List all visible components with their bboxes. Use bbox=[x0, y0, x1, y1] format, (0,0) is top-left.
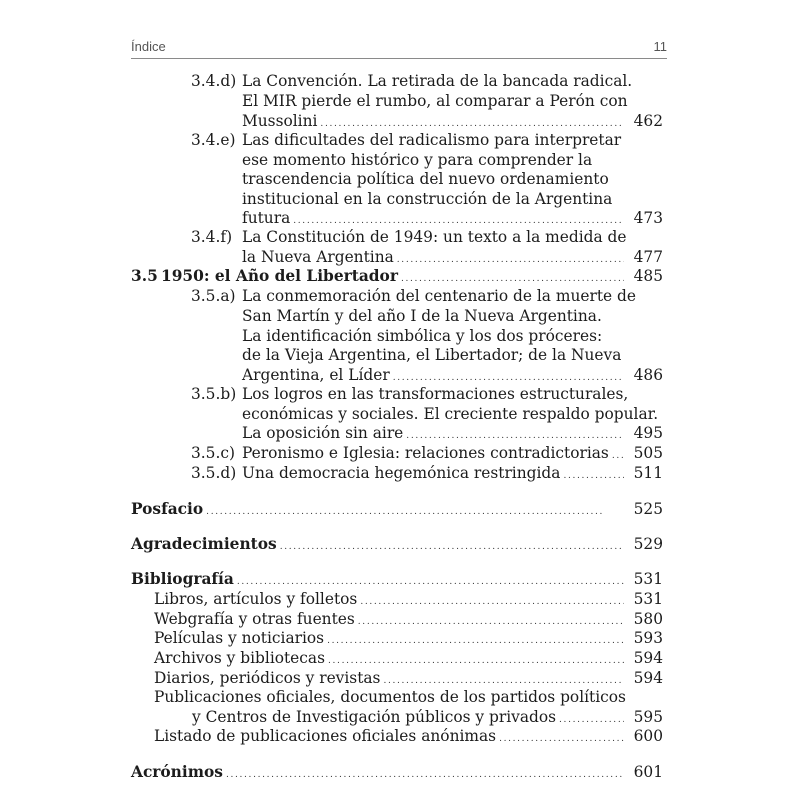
entry-title: Diarios, periódicos y revistas bbox=[154, 669, 381, 687]
page-number: 462 bbox=[633, 112, 663, 130]
page-number: 594 bbox=[633, 669, 663, 687]
section-number: 3.4.d) bbox=[191, 72, 237, 90]
page-number: 531 bbox=[633, 590, 663, 608]
toc-line bbox=[0, 247, 800, 267]
page-number: 580 bbox=[633, 610, 663, 628]
dot-leader bbox=[320, 111, 624, 131]
page-number: 593 bbox=[633, 629, 663, 647]
toc-line bbox=[0, 326, 800, 346]
page-number: 529 bbox=[633, 535, 663, 553]
page-number: 511 bbox=[633, 464, 663, 482]
toc-line bbox=[0, 668, 800, 688]
page-number: 595 bbox=[633, 708, 663, 726]
dot-leader bbox=[393, 365, 624, 385]
toc-line bbox=[0, 404, 800, 424]
entry-title: y Centros de Investigación públicos y privados bbox=[192, 708, 557, 726]
toc-line bbox=[0, 443, 800, 463]
toc-line bbox=[0, 169, 800, 189]
dot-leader bbox=[559, 707, 624, 727]
dot-leader bbox=[499, 726, 624, 746]
toc-line bbox=[0, 266, 800, 286]
toc-line bbox=[0, 648, 800, 668]
dot-leader bbox=[612, 443, 624, 463]
entry-title: Posfacio bbox=[131, 500, 204, 518]
dot-leader bbox=[383, 668, 624, 688]
toc-line bbox=[0, 71, 800, 91]
dot-leader bbox=[293, 208, 624, 228]
page-number: 505 bbox=[633, 444, 663, 462]
entry-title: Bibliografía bbox=[131, 570, 234, 588]
toc-line bbox=[0, 189, 800, 209]
toc-line bbox=[0, 726, 800, 746]
entry-title: ese momento histórico y para comprender la bbox=[242, 151, 593, 169]
page-number: 531 bbox=[633, 570, 663, 588]
page-number: 477 bbox=[633, 248, 663, 266]
page-number: 594 bbox=[633, 649, 663, 667]
entry-title: San Martín y del año I de la Nueva Argentina. bbox=[242, 307, 602, 325]
toc-line bbox=[0, 609, 800, 629]
header-page-number: 11 bbox=[653, 39, 667, 54]
dot-leader bbox=[226, 762, 624, 782]
dot-leader bbox=[206, 499, 624, 519]
section-number: 3.5.c) bbox=[191, 444, 235, 462]
toc-line bbox=[0, 227, 800, 247]
toc-line bbox=[0, 534, 800, 554]
toc-line bbox=[0, 628, 800, 648]
toc-line bbox=[0, 111, 800, 131]
toc-line bbox=[0, 91, 800, 111]
entry-title: El MIR pierde el rumbo, al comparar a Perón con bbox=[242, 92, 628, 110]
toc-line bbox=[0, 286, 800, 306]
toc-line bbox=[0, 589, 800, 609]
entry-title: Archivos y bibliotecas bbox=[154, 649, 325, 667]
toc-line bbox=[0, 687, 800, 707]
toc-line bbox=[0, 762, 800, 782]
dot-leader bbox=[397, 247, 624, 267]
toc-line bbox=[0, 384, 800, 404]
entry-title: La identificación simbólica y los dos próceres: bbox=[242, 327, 603, 345]
entry-title: la Nueva Argentina bbox=[242, 248, 394, 266]
entry-title: trascendencia política del nuevo ordenamiento bbox=[242, 170, 609, 188]
entry-title: económicas y sociales. El creciente respaldo popular. bbox=[242, 405, 659, 423]
toc-line bbox=[0, 423, 800, 443]
page-number: 600 bbox=[633, 727, 663, 745]
entry-title: Agradecimientos bbox=[131, 535, 277, 553]
toc-line bbox=[0, 345, 800, 365]
dot-leader bbox=[401, 266, 624, 286]
entry-title: Libros, artículos y folletos bbox=[154, 590, 358, 608]
dot-leader bbox=[360, 589, 624, 609]
entry-title: La oposición sin aire bbox=[242, 424, 404, 442]
section-number: 3.5.d) bbox=[191, 464, 237, 482]
entry-title: Una democracia hegemónica restringida bbox=[242, 464, 561, 482]
entry-title: La Convención. La retirada de la bancada radical. bbox=[242, 72, 633, 90]
page-number: 473 bbox=[633, 209, 663, 227]
dot-leader bbox=[563, 463, 624, 483]
page-number: 601 bbox=[633, 763, 663, 781]
section-number: 3.5.a) bbox=[191, 287, 236, 305]
toc-line bbox=[0, 365, 800, 385]
toc-line bbox=[0, 306, 800, 326]
dot-leader bbox=[406, 423, 624, 443]
entry-title: Acrónimos bbox=[131, 763, 223, 781]
toc-line bbox=[0, 707, 800, 727]
entry-title: Las dificultades del radicalismo para interpretar bbox=[242, 131, 622, 149]
entry-title: Listado de publicaciones oficiales anónimas bbox=[154, 727, 497, 745]
toc-line bbox=[0, 499, 800, 519]
section-number: 3.4.e) bbox=[191, 131, 236, 149]
running-header bbox=[131, 36, 667, 59]
toc-line bbox=[0, 463, 800, 483]
entry-title: Webgrafía y otras fuentes bbox=[154, 610, 355, 628]
dot-leader bbox=[237, 569, 624, 589]
page-number: 486 bbox=[633, 366, 663, 384]
entry-title: Los logros en las transformaciones estructurales, bbox=[242, 385, 629, 403]
toc-line bbox=[0, 130, 800, 150]
page-number: 525 bbox=[633, 500, 663, 518]
entry-title: La conmemoración del centenario de la muerte de bbox=[242, 287, 636, 305]
dot-leader bbox=[327, 628, 624, 648]
entry-title: La Constitución de 1949: un texto a la medida de bbox=[242, 228, 627, 246]
section-number: 3.5.b) bbox=[191, 385, 237, 403]
entry-title: institucional en la construcción de la Argentina bbox=[242, 190, 613, 208]
page-number: 485 bbox=[633, 267, 663, 285]
dot-leader bbox=[280, 534, 624, 554]
dot-leader bbox=[358, 609, 624, 629]
entry-title: Películas y noticiarios bbox=[154, 629, 325, 647]
entry-title: Peronismo e Iglesia: relaciones contradictorias bbox=[242, 444, 609, 462]
toc-line bbox=[0, 569, 800, 589]
entry-title: Argentina, el Líder bbox=[242, 366, 390, 384]
section-number: 3.5 bbox=[131, 267, 158, 285]
entry-title: Mussolini bbox=[242, 112, 318, 130]
page-number: 495 bbox=[633, 424, 663, 442]
entry-title: 1950: el Año del Libertador bbox=[161, 267, 398, 285]
header-title: Índice bbox=[131, 39, 166, 54]
entry-title: de la Vieja Argentina, el Libertador; de la Nueva bbox=[242, 346, 622, 364]
entry-title: futura bbox=[242, 209, 291, 227]
section-number: 3.4.f) bbox=[191, 228, 233, 246]
entry-title: Publicaciones oficiales, documentos de los partidos políticos bbox=[154, 688, 626, 706]
dot-leader bbox=[328, 648, 624, 668]
toc-line bbox=[0, 150, 800, 170]
toc-line bbox=[0, 208, 800, 228]
